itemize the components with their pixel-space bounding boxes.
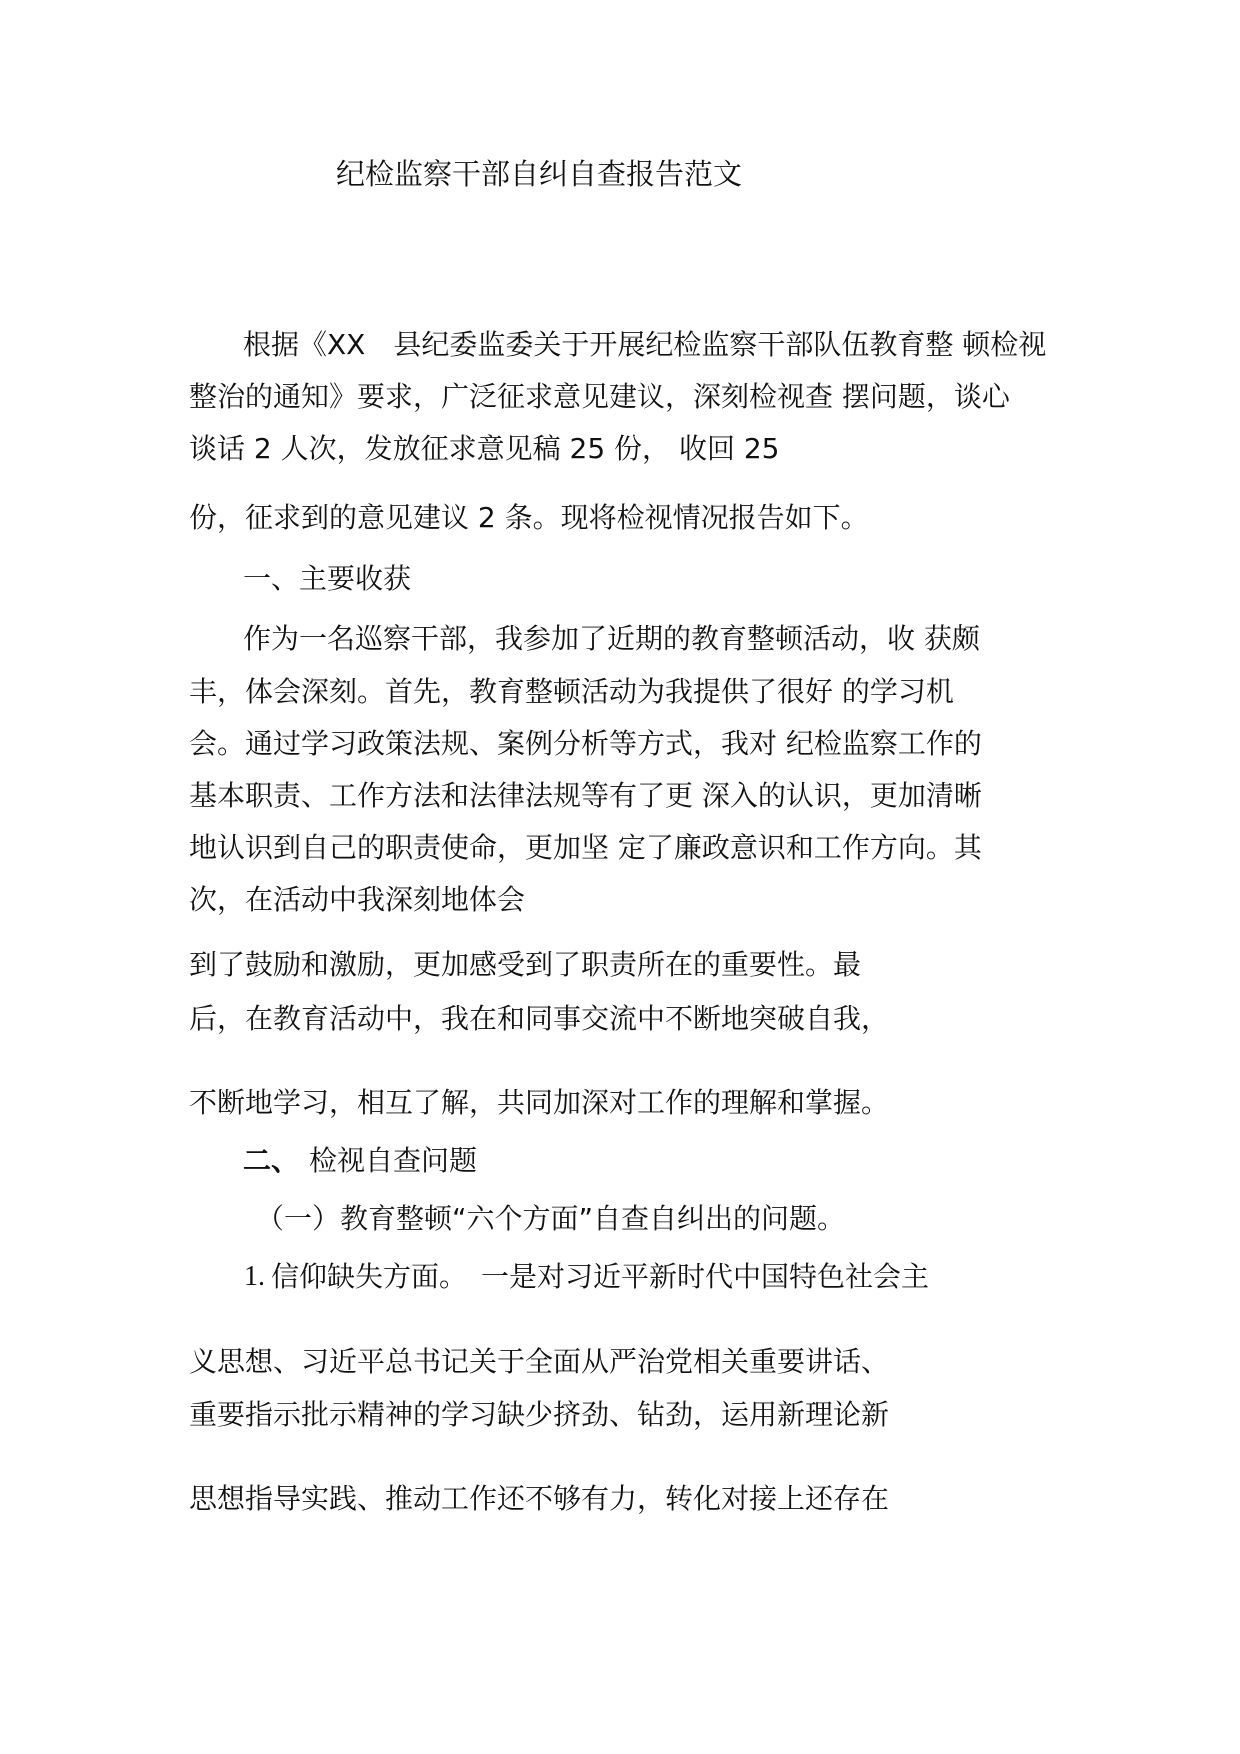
paragraph-line: 义思想、习近平总书记关于全面从严治党相关重要讲话、 (189, 1345, 890, 1378)
section-heading: 检视自查问题 (309, 1144, 478, 1177)
section-heading: 一、主要收获 (243, 562, 412, 595)
paragraph-line: 基本职责、工作方法和法律法规等有了更 深入的认识，更加清晰 (189, 779, 982, 812)
section-number: 二、 (243, 1144, 300, 1177)
paragraph-line: 次，在活动中我深刻地体会 (189, 883, 526, 916)
paragraph-line: 丰，体会深刻。首先，教育整顿活动为我提供了很好 的学习机 (189, 675, 954, 708)
paragraph-line: 份，征求到的意见建议 2 条。现将检视情况报告如下。 (189, 501, 869, 534)
paragraph-line: 作为一名巡察干部，我参加了近期的教育整顿活动，收 获颇 (243, 622, 980, 655)
paragraph-line: 地认识到自己的职责使命，更加坚 定了廉政意识和工作方向。其 (189, 831, 982, 864)
paragraph-line: 谈话 2 人次，发放征求意见稿 25 份， 收回 25 (189, 432, 780, 465)
item-number: 1. (244, 1261, 265, 1292)
paragraph-line: 后，在教育活动中，我在和同事交流中不断地突破自我， (189, 1002, 890, 1035)
paragraph-line: 根据《XX 县纪委监委关于开展纪检监察干部队伍教育整 顿检视 (243, 328, 1047, 361)
document-title: 纪检监察干部自纠自查报告范文 (336, 157, 743, 191)
paragraph-line: 会。通过学习政策法规、案例分析等方式，我对 纪检监察工作的 (189, 727, 982, 760)
paragraph-line: 到了鼓励和激励，更加感受到了职责所在的重要性。最 (189, 948, 862, 981)
paragraph-line: 信仰缺失方面。 一是对习近平新时代中国特色社会主 (271, 1260, 930, 1293)
paragraph-line: 思想指导实践、推动工作还不够有力，转化对接上还存在 (189, 1482, 890, 1515)
paragraph-line: 不断地学习，相互了解，共同加深对工作的理解和掌握。 (189, 1086, 890, 1119)
paragraph-line: 整治的通知》要求，广泛征求意见建议，深刻检视查 摆问题，谈心 (189, 380, 1010, 413)
paragraph-line: 重要指示批示精神的学习缺少挤劲、钻劲，运用新理论新 (189, 1398, 890, 1431)
subsection-heading: （一）教育整顿“六个方面”自查自纠出的问题。 (256, 1202, 846, 1235)
